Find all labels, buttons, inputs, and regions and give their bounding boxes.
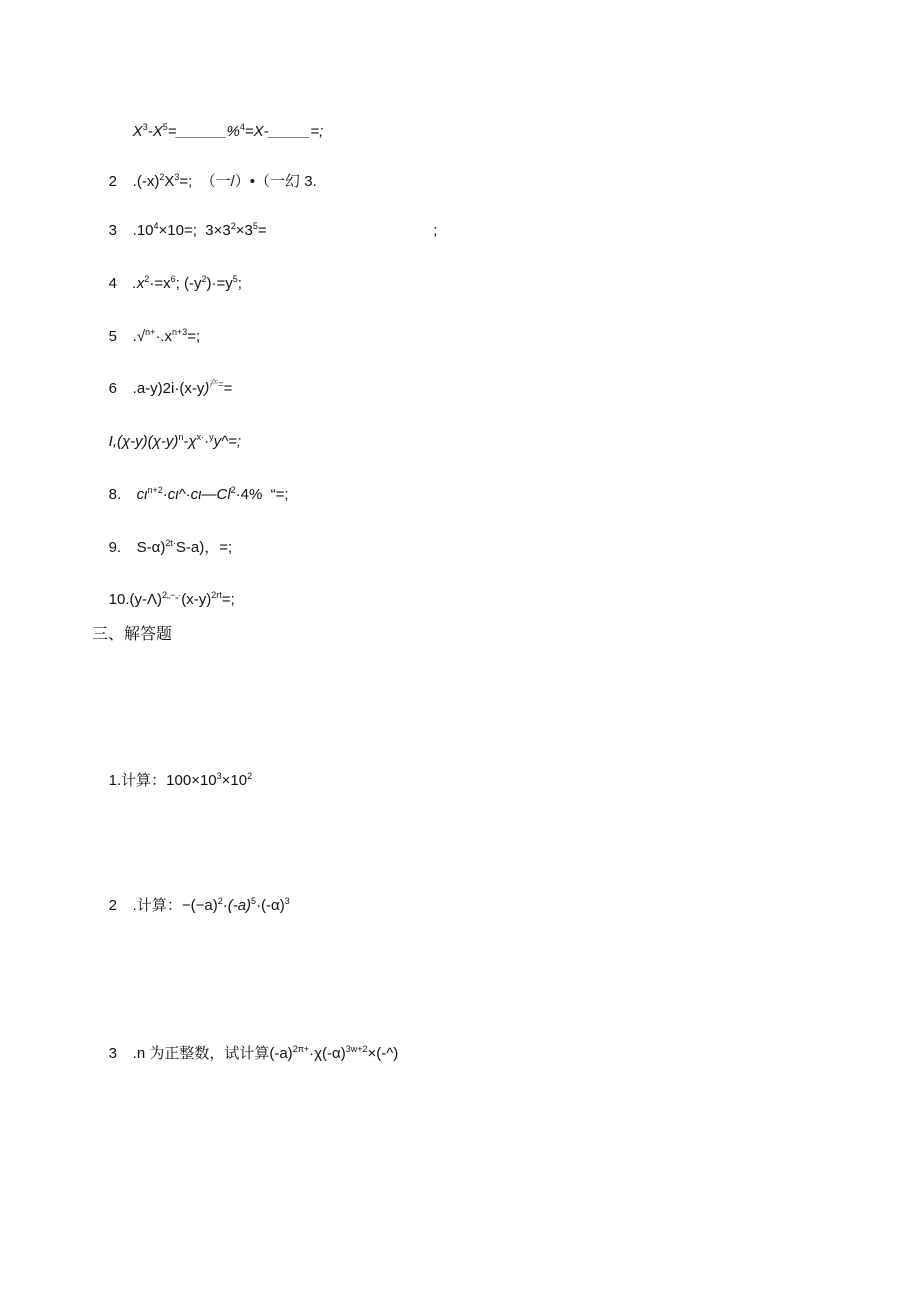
problem-1 (92, 751, 252, 811)
expression-text: ·=x (149, 275, 171, 292)
line-content (133, 328, 201, 345)
question-number: 4 (108, 275, 118, 292)
line-content (133, 380, 233, 397)
expression-text: .a-y)2i·(x-y (132, 380, 205, 397)
exponent: 2 (159, 172, 165, 182)
question-number: 9. (108, 539, 122, 556)
expression-text: -X (147, 123, 163, 140)
line-content (133, 275, 242, 292)
expression-text: .√ (132, 328, 146, 345)
expression-text: 10.(y-Λ) (108, 591, 163, 608)
expression-text: ·.x (155, 328, 173, 345)
expression-text: ·χ(-α) (309, 1045, 346, 1062)
expression-text: = ; (257, 222, 438, 239)
line-content (133, 123, 324, 140)
problem-number: 2 (108, 897, 118, 914)
exponent: 产= (209, 379, 224, 389)
question-number: 8. (108, 486, 122, 503)
fill-line-4 (92, 254, 242, 314)
expression-text: =______ (167, 123, 227, 140)
expression-text: )·=y (206, 275, 233, 292)
expression-text: ·cι^·cι—Cl (162, 486, 231, 503)
expression-text: ·4% “=; (235, 486, 289, 503)
expression-text: % (226, 123, 240, 140)
exponent: 3w+2 (345, 1044, 368, 1054)
expression-text: = (223, 380, 233, 397)
fill-line-5 (92, 307, 200, 367)
expression-text: ·(-a) (222, 897, 252, 914)
fill-line-8 (92, 465, 289, 525)
problem-content (109, 772, 252, 789)
problem-number: 3 (108, 1045, 118, 1062)
exponent: 2rt (211, 590, 222, 600)
expression-text: ×10=; 3×3 (158, 222, 231, 239)
expression-text: X (164, 173, 175, 190)
problem-content (133, 897, 290, 914)
exponent: 2 (201, 274, 207, 284)
exponent: 2 (217, 896, 223, 906)
expression-text: ×(-^) (367, 1045, 399, 1062)
expression-text: .n 为正整数，试计算(-a) (132, 1045, 293, 1062)
expression-text: .(-x) (132, 173, 160, 190)
exponent: 3 (216, 771, 222, 781)
exponent: 2t· (165, 538, 176, 548)
exponent: n+3 (172, 327, 188, 337)
exponent: 5 (162, 122, 168, 132)
question-number: 6 (108, 380, 118, 397)
fill-line-3 (92, 201, 437, 261)
expression-text: S-α) (136, 539, 166, 556)
expression-text: ×3 (235, 222, 253, 239)
expression-text: ; (-y (175, 275, 202, 292)
fill-line-6 (92, 359, 232, 419)
exponent: 2 (230, 221, 236, 231)
expression-text: .x (132, 275, 145, 292)
expression-text: y^=; (213, 433, 242, 450)
expression-text: =; (221, 591, 235, 608)
problem-2 (92, 876, 290, 936)
expression-text: I,(χ-y)(χ-y) (108, 433, 179, 450)
exponent: 3 (284, 896, 290, 906)
exponent: 5 (251, 896, 257, 906)
expression-text: ×10 (221, 772, 248, 789)
expression-text: cι (136, 486, 148, 503)
exponent: x· (196, 432, 205, 442)
line-content (137, 486, 289, 503)
expression-text: .10 (132, 222, 154, 239)
exponent: n (178, 432, 184, 442)
question-number: 5 (108, 328, 118, 345)
problem-3 (92, 1024, 398, 1084)
fill-line-9 (92, 518, 232, 578)
exponent: 5 (232, 274, 238, 284)
expression-text: S-a)，=; (175, 539, 233, 556)
expression-text: X (132, 123, 143, 140)
fill-line-10 (92, 570, 235, 630)
exponent: n+ (145, 327, 156, 337)
expression-text: =; (187, 328, 201, 345)
exponent: 2π+ (292, 1044, 310, 1054)
line-content (133, 173, 317, 190)
expression-text: 1.计算：100×10 (108, 772, 217, 789)
exponent: y (209, 432, 214, 442)
expression-text: ) (204, 380, 210, 397)
question-number: 2 (108, 173, 118, 190)
line-content (133, 222, 438, 239)
exponent: n+2 (147, 485, 163, 495)
expression-text: · (204, 433, 210, 450)
fill-line-7 (92, 412, 241, 472)
expression-text: =X-_____=; (244, 123, 324, 140)
section-title: 三、解答题 (92, 626, 173, 643)
expression-text: -χ (183, 433, 197, 450)
exponent: 4 (153, 221, 159, 231)
expression-text: (x-y) (181, 591, 212, 608)
expression-text: .计算：−(−a) (132, 897, 218, 914)
exponent: 6 (170, 274, 176, 284)
expression-text: ·(-α) (256, 897, 285, 914)
expression-text: =; （一/）•（一幻 3. (179, 173, 317, 190)
exponent: 3 (174, 172, 180, 182)
line-content (137, 539, 232, 556)
exponent: 2 (247, 771, 253, 781)
exponent: 3 (142, 122, 148, 132)
expression-text: ; (237, 275, 242, 292)
exponent: 2 (230, 485, 236, 495)
question-number: 3 (108, 222, 118, 239)
line-content (109, 591, 235, 608)
exponent: 2„−„· (162, 590, 182, 600)
exponent: 2 (144, 274, 150, 284)
exponent: 4 (239, 122, 245, 132)
problem-content (133, 1045, 399, 1062)
line-content (109, 433, 241, 450)
exponent: 5 (252, 221, 258, 231)
